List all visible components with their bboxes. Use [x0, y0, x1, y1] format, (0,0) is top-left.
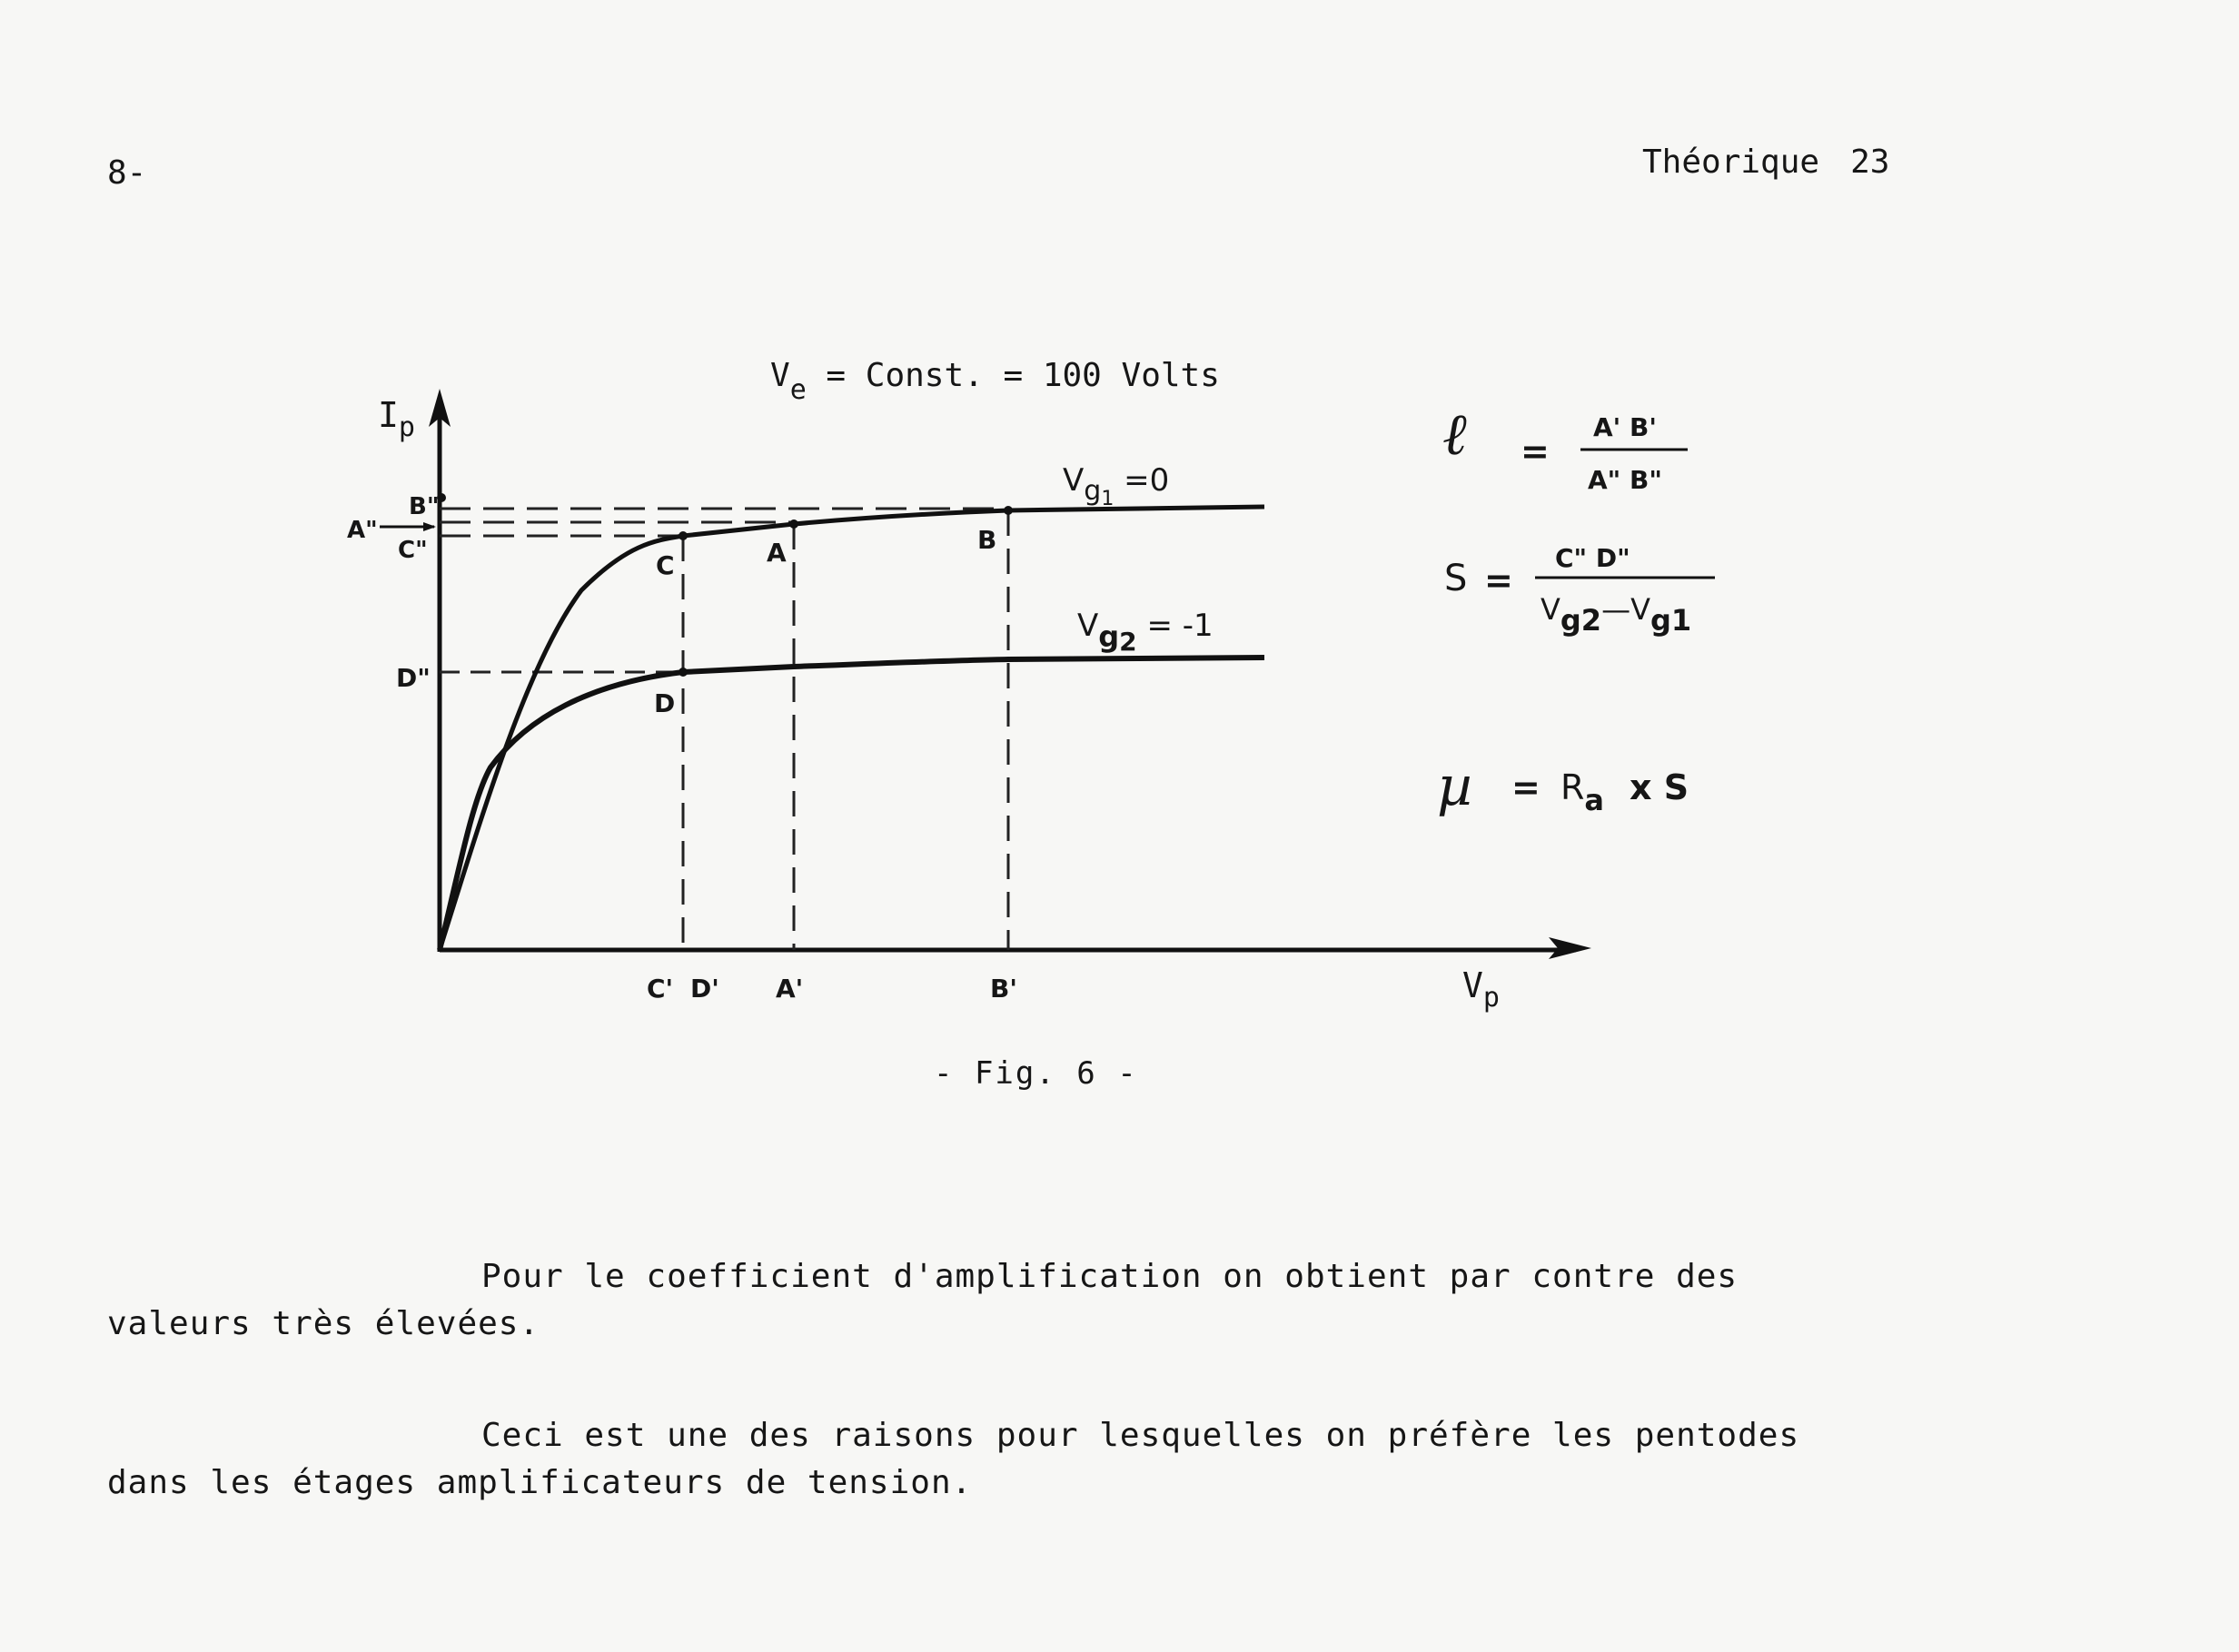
- marker-d2: D": [396, 663, 431, 693]
- page-number: 8-: [107, 154, 147, 192]
- paragraph-pentodes-line2: dans les étages amplificateurs de tension.: [107, 1464, 973, 1501]
- point-d: [679, 668, 688, 677]
- label-d: D: [654, 688, 676, 718]
- mu-equals: =: [1511, 767, 1541, 807]
- paragraph-amplification-line1: Pour le coefficient d'amplification on obtient par contre des: [481, 1258, 1739, 1295]
- mu-symbol: µ: [1437, 755, 1472, 818]
- formula-s: [1444, 543, 1715, 638]
- marker-c2: C": [398, 537, 428, 564]
- marker-b2: B": [409, 493, 440, 520]
- label-b: B: [977, 525, 997, 555]
- rho-equals: =: [1521, 431, 1550, 471]
- condition-title: $V_e$ = Const. = 100 Volts: [770, 357, 1220, 406]
- x-axis-label: $V_p$: [1462, 965, 1500, 1014]
- x-marker-c-prime: C': [647, 974, 674, 1004]
- figure-caption: - Fig. 6 -: [934, 1055, 1138, 1092]
- label-a: A: [767, 538, 787, 568]
- point-a: [789, 519, 798, 529]
- x-marker-a-prime: A': [776, 974, 804, 1004]
- marker-a2: A": [347, 517, 378, 544]
- s-denominator: Vg2—Vg1: [1541, 592, 1692, 638]
- paragraph-amplification-line2: valeurs très élevées.: [107, 1305, 540, 1342]
- curve-label-vg1: Vg1 =0: [1063, 462, 1170, 510]
- paragraph-pentodes-line1: Ceci est une des raisons pour lesquelles on préfère les pentodes: [481, 1417, 1800, 1454]
- curve-vg1-zero: [440, 507, 1264, 950]
- x-marker-b-prime: B': [990, 974, 1017, 1004]
- formula-mu: [1437, 755, 1689, 818]
- mu-rhs: $R_a$ x S: [1560, 767, 1689, 817]
- curve-vg2-minus-one: [440, 658, 1264, 950]
- label-c: C: [656, 550, 675, 580]
- curve-label-vg2: Vg2 = -1: [1077, 608, 1214, 657]
- paragraph-pentodes: [107, 1412, 1799, 1507]
- rho-symbol: ℓ: [1442, 401, 1467, 469]
- s-numerator: C" D": [1555, 543, 1630, 573]
- point-b: [1004, 506, 1013, 515]
- section-number: 23: [1850, 143, 1890, 181]
- s-symbol: S: [1444, 558, 1468, 599]
- rho-denominator: A" B": [1588, 465, 1662, 495]
- x-marker-d-prime: D': [690, 974, 719, 1004]
- s-equals: =: [1484, 560, 1513, 600]
- formula-rho: [1442, 401, 1688, 495]
- section-title: Théorique: [1642, 143, 1820, 181]
- rho-numerator: A' B': [1593, 412, 1657, 442]
- paragraph-amplification: [107, 1253, 1738, 1348]
- y-axis-label: $I_p$: [378, 395, 415, 443]
- point-c: [679, 531, 688, 540]
